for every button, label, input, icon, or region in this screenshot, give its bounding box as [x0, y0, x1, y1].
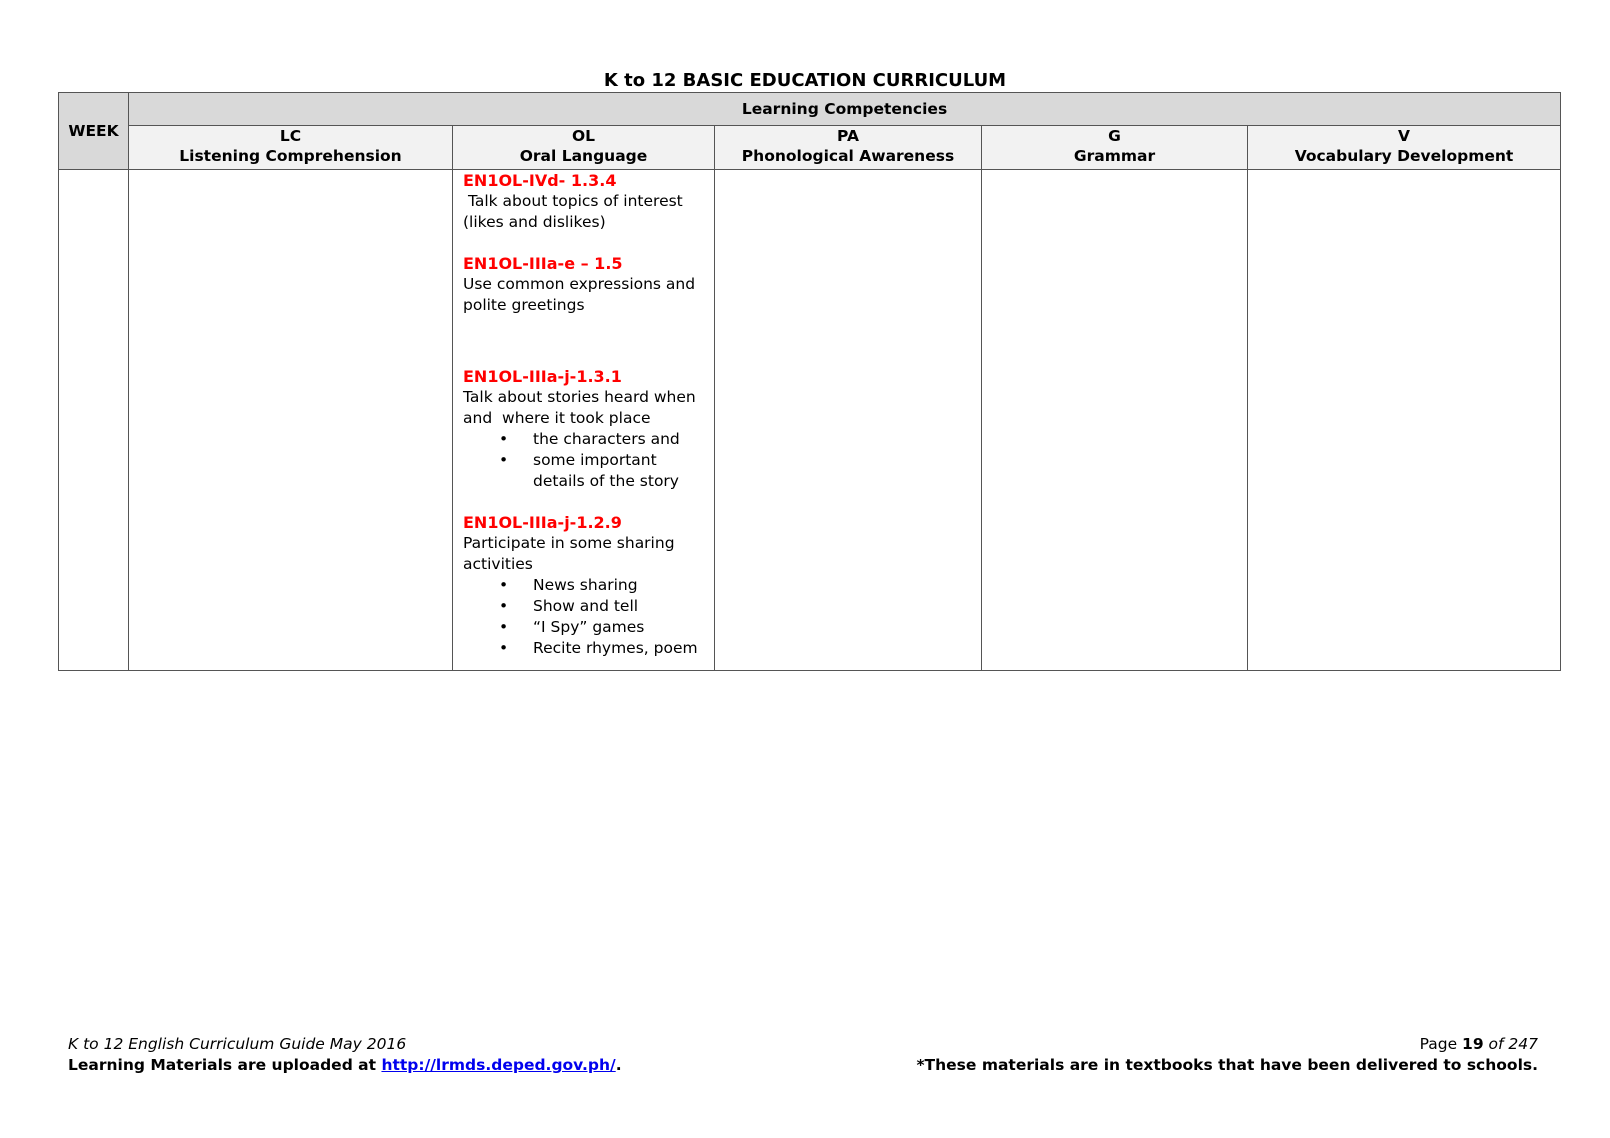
column-header-ol [453, 126, 715, 170]
column-name: Grammar [1073, 147, 1156, 166]
learning-competencies-header: Learning Competencies [129, 93, 1561, 126]
v-cell [1248, 170, 1561, 671]
competency-code: EN1OL-IIIa-j-1.2.9 [463, 513, 622, 532]
lrmds-link[interactable]: http://lrmds.deped.gov.ph/ [381, 1056, 616, 1074]
learning-materials-note [68, 1055, 622, 1076]
competency [463, 512, 704, 659]
column-name: Oral Language [519, 147, 648, 166]
list-item: • News sharing [533, 575, 704, 596]
week-header: WEEK [59, 93, 129, 170]
competency [463, 253, 704, 316]
lc-cell [129, 170, 453, 671]
column-code: PA [837, 127, 859, 146]
textbook-note: *These materials are in textbooks that have been delivered to schools. [916, 1056, 1538, 1074]
list-item: • some important details of the story [533, 450, 704, 492]
competency-description: Use common expressions and polite greetings [463, 275, 701, 314]
document-title: K to 12 BASIC EDUCATION CURRICULUM [603, 70, 1007, 91]
column-name: Phonological Awareness [741, 147, 955, 166]
column-code: V [1398, 127, 1411, 146]
column-name: Vocabulary Development [1294, 147, 1514, 166]
column-header-g [982, 126, 1248, 170]
competency-description: Participate in some sharing activities [463, 534, 680, 573]
list-item: • “I Spy” games [533, 617, 704, 638]
page-indicator [916, 1034, 1538, 1055]
competency [463, 366, 704, 492]
list-item: • Show and tell [533, 596, 704, 617]
footer-left [68, 1034, 622, 1076]
page-total: of 247 [1483, 1035, 1538, 1053]
g-cell [982, 170, 1248, 671]
list-item: • the characters and [533, 429, 704, 450]
competency [463, 170, 704, 233]
ol-cell [453, 170, 715, 671]
learning-materials-prefix: Learning Materials are uploaded at [68, 1056, 382, 1074]
competency-description: Talk about topics of interest (likes and dislikes) [463, 192, 688, 231]
competency-description: Talk about stories heard when and where it took place [463, 388, 701, 427]
competency-subitems [463, 575, 704, 659]
page-label: Page [1419, 1035, 1463, 1053]
column-header-pa [715, 126, 982, 170]
column-header-lc [129, 126, 453, 170]
page-number: 19 [1462, 1035, 1484, 1053]
curriculum-table [58, 92, 1561, 671]
column-header-v [1248, 126, 1561, 170]
competency-code: EN1OL-IVd- 1.3.4 [463, 171, 617, 190]
footer-right [916, 1034, 1538, 1076]
column-code: LC [279, 127, 302, 146]
column-code: OL [571, 127, 596, 146]
pa-cell [715, 170, 982, 671]
column-name: Listening Comprehension [179, 147, 402, 166]
list-item: • Recite rhymes, poem [533, 638, 704, 659]
competency-code: EN1OL-IIIa-j-1.3.1 [463, 367, 622, 386]
week-cell [59, 170, 129, 671]
competency-code: EN1OL-IIIa-e – 1.5 [463, 254, 623, 273]
competency-subitems [463, 429, 704, 492]
column-code: G [1108, 127, 1121, 146]
curriculum-guide-label: K to 12 English Curriculum Guide May 2016 [68, 1035, 407, 1053]
learning-materials-suffix: . [615, 1056, 622, 1074]
